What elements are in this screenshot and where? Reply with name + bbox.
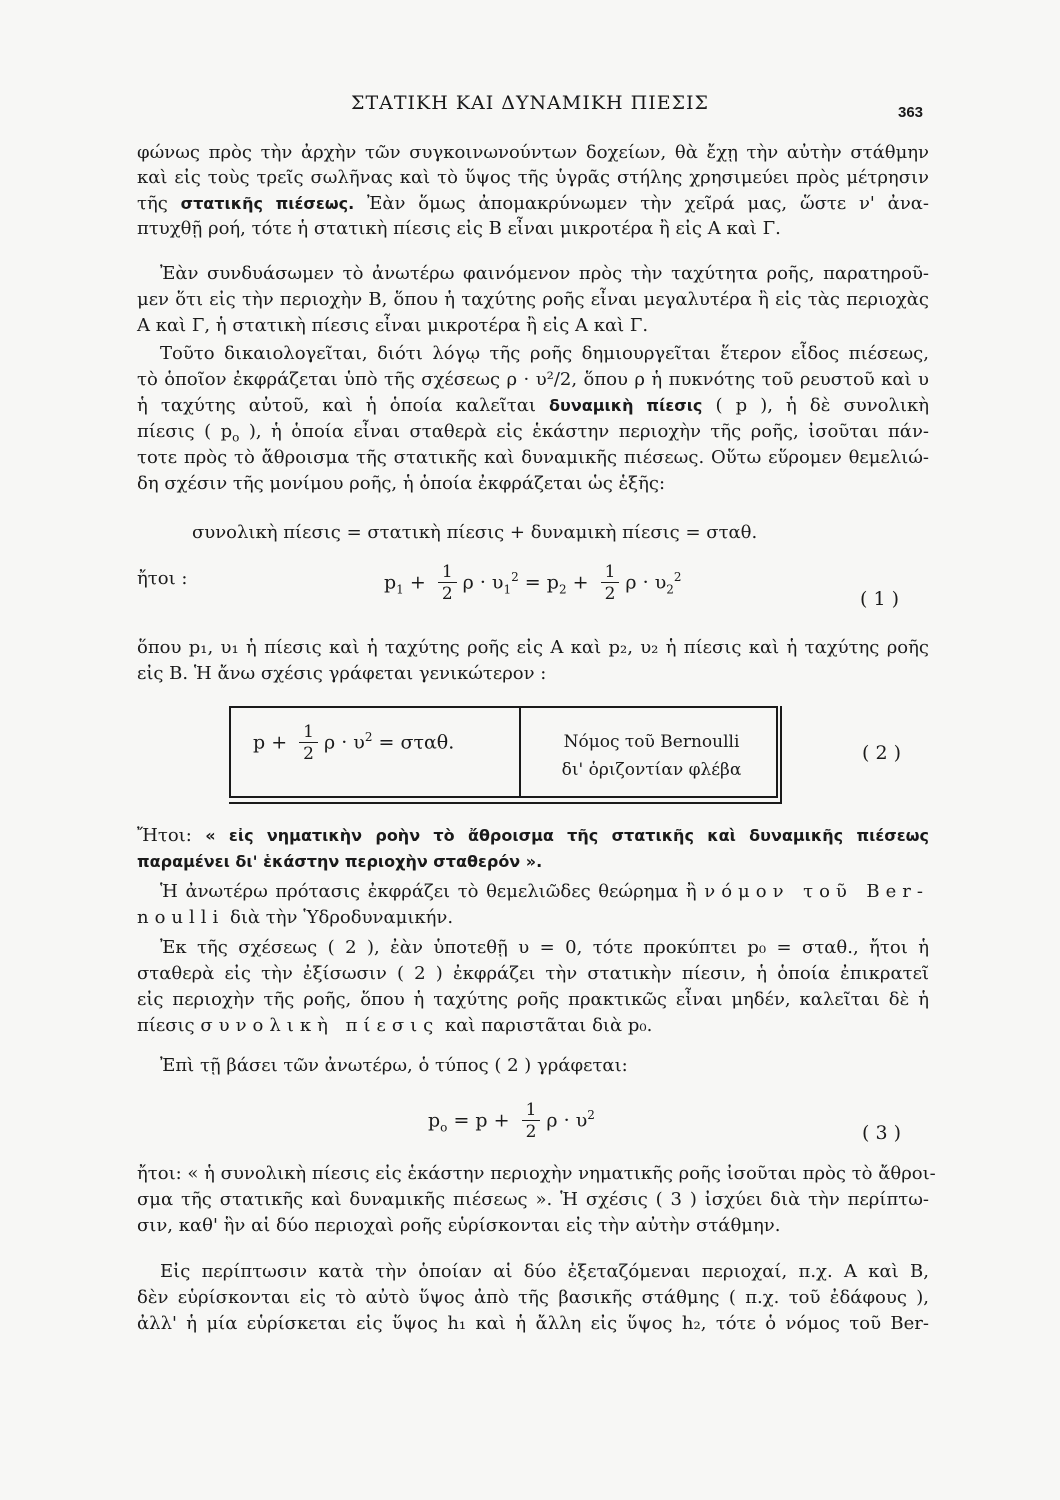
eq2-p: p: [253, 731, 266, 754]
eq1-lead: ἤτοι :: [137, 568, 188, 589]
p3-line2: τὸ ὁποῖον ἐκφράζεται ὑπὸ τῆς σχέσεως ρ · υ²/2, ὅπου ρ ἡ πυκνότης τοῦ ρευστοῦ καὶ υ: [137, 369, 929, 390]
eq2-fraction: [299, 722, 318, 765]
p1-line1: φώνως πρὸς τὴν ἀρχὴν τῶν συγκοινωνούντων δοχείων, θὰ ἔχῃ τὴν αὐτὴν στάθμην: [137, 142, 929, 163]
p7-line1: Ἐκ τῆς σχέσεως ( 2 ), ἐὰν ὑποτεθῇ υ = 0, τότε προκύπτει p₀ = σταθ., ἤτοι ἡ: [160, 937, 929, 958]
eq1-p1: p: [384, 571, 397, 594]
eq1-sub1: 1: [396, 582, 404, 597]
eq3-p0: p: [428, 1109, 441, 1132]
eq3-rho-u: ρ · υ: [546, 1109, 588, 1132]
p3-line3-c: ( p ), ἡ δὲ συνολικὴ: [702, 395, 929, 416]
eq1-fraction-b: [601, 562, 620, 605]
box-divider: [519, 708, 521, 796]
p7-line4-b: συνολικὴ πίεσις: [200, 1015, 440, 1036]
p5-line1-b: « εἰς νηματικὴν ροὴν τὸ ἄθροισμα τῆς στατικῆς καὶ δυναμικῆς πιέσεως: [205, 826, 929, 845]
eq1-frac-a-num: 1: [438, 562, 457, 583]
eq1-u1-sub: 1: [503, 582, 512, 597]
p6-line2-a: noulli: [137, 907, 225, 928]
eq1-number: ( 1 ): [860, 588, 899, 610]
eq1-u2-sub: 2: [666, 582, 674, 597]
p10-line2: δὲν εὑρίσκονται εἰς τὸ αὐτὸ ὕψος ἀπὸ τῆς βασικῆς στάθμης ( π.χ. τοῦ ἐδάφους ),: [137, 1287, 929, 1308]
eq2-law-line2: δι' ὁριζοντίαν φλέβα: [561, 760, 742, 780]
equation-3: [428, 1100, 595, 1143]
p2-line2: μεν ὅτι εἰς τὴν περιοχὴν Β, ὅπου ἡ ταχύτης ροῆς εἶναι μεγαλυτέρα ἢ εἰς τὰς περιοχὰς: [137, 289, 929, 310]
eq3-number: ( 3 ): [862, 1122, 901, 1144]
p8-line1: Ἐπὶ τῇ βάσει τῶν ἀνωτέρω, ὁ τύπος ( 2 ) γράφεται:: [160, 1055, 628, 1076]
p7-line4-c: καὶ παριστᾶται διὰ p₀.: [439, 1015, 653, 1036]
eq2-number: ( 2 ): [862, 742, 901, 764]
p10-line1: Εἰς περίπτωσιν κατὰ τὴν ὁποίαν αἱ δύο ἐξεταζόμεναι περιοχαί, π.χ. Α καὶ Β,: [160, 1261, 929, 1282]
eq3-eqp: = p +: [447, 1109, 516, 1132]
eq1-rho-u1: ρ · υ: [462, 571, 504, 594]
eq1-plus: +: [403, 571, 432, 594]
p4-line1: ὅπου p₁, υ₁ ἡ πίεσις καὶ ἡ ταχύτης ροῆς εἰς Α καὶ p₂, υ₂ ἡ πίεσις καὶ ἡ ταχύτης ροῆς: [137, 637, 929, 658]
p1-line2: καὶ εἰς τοὺς τρεῖς σωλῆνας καὶ τὸ ὕψος τῆς ὑγρᾶς στήλης χρησιμεύει πρὸς μέτρησιν: [137, 167, 929, 188]
eq2-sup: 2: [364, 730, 373, 745]
eq2-rest: = σταθ.: [372, 731, 455, 754]
term-static-pressure: στατικῆς πιέσεως.: [180, 194, 355, 213]
p2-line1: Ἐὰν συνδυάσωμεν τὸ ἀνωτέρω φαινόμενον πρὸς τὴν ταχύτητα ροῆς, παρατηροῦ-: [160, 263, 929, 284]
eq1-frac-b-num: 1: [601, 562, 620, 583]
p3-line4-b: ), ἡ ὁποία εἶναι σταθερὰ εἰς ἑκάστην περιοχὴν τῆς ροῆς, ἰσοῦται πάν-: [239, 421, 929, 442]
eq2-rho-u: ρ · υ: [324, 731, 365, 754]
eq2-plus: +: [265, 731, 294, 754]
p1-line3-c: Ἐὰν ὅμως ἀπομακρύνωμεν τὴν χεῖρά μας, ὥστε ν' ἀνα-: [354, 193, 929, 214]
p2-line3: Α καὶ Γ, ἡ στατικὴ πίεσις εἶναι μικροτέρα ἢ εἰς Α καὶ Γ.: [137, 315, 649, 336]
p7-line3: εἰς περιοχὴν τῆς ροῆς, ὅπου ἡ ταχύτης ροῆς πρακτικῶς εἶναι μηδέν, καλεῖται δὲ ἡ: [137, 989, 929, 1010]
eq2-frac-den: 2: [303, 744, 314, 764]
eq1-u1-sup: 2: [511, 570, 519, 585]
p5-line2: παραμένει δι' ἑκάστην περιοχὴν σταθερόν ».: [137, 852, 543, 871]
eq3-fraction: [522, 1100, 541, 1143]
eq1-plus2: +: [566, 571, 595, 594]
p6-line2-b: διὰ τὴν Ὑδροδυναμικήν.: [224, 907, 454, 928]
eq3-frac-num: 1: [522, 1100, 541, 1121]
p1-line3: [137, 192, 929, 216]
running-title: ΣΤΑΤΙΚΗ ΚΑΙ ΔΥΝΑΜΙΚΗ ΠΙΕΣΙΣ: [351, 92, 709, 114]
p5-line1-a: Ἤτοι:: [137, 825, 206, 846]
p7-line4: [137, 1014, 929, 1038]
p5-line1: [137, 824, 929, 848]
p4-line2: εἰς Β. Ἡ ἄνω σχέσις γράφεται γενικώτερον :: [137, 663, 547, 684]
eq2-law-label: [527, 728, 776, 784]
p1-line4: πτυχθῇ ροή, τότε ἡ στατικὴ πίεσις εἰς Β εἶναι μικροτέρα ἢ εἰς Α καὶ Γ.: [137, 218, 781, 239]
eq3-sub0: o: [440, 1120, 448, 1135]
p3-line4-a: πίεσις ( p: [137, 421, 233, 442]
p3-line5: τοτε πρὸς τὸ ἄθροισμα τῆς στατικῆς καὶ δυναμικῆς πιέσεως. Οὕτω εὕρομεν θεμελιώ-: [137, 447, 929, 468]
p3-line6: δη σχέσιν τῆς μονίμου ροῆς, ἡ ὁποία ἐκφράζεται ὡς ἑξῆς:: [137, 473, 666, 494]
eq3-frac-den: 2: [525, 1122, 537, 1142]
p9-line3: σιν, καθ' ἣν αἱ δύο περιοχαὶ ροῆς εὑρίσκονται εἰς τὴν αὐτὴν στάθμην.: [137, 1215, 781, 1236]
eq1-eq-p2: = p: [518, 571, 559, 594]
eq2-formula: [253, 722, 454, 765]
eq1-frac-b-den: 2: [604, 584, 616, 604]
p6-line1-b: νόμον τοῦ Ber-: [704, 881, 929, 902]
word-equation: συνολικὴ πίεσις = στατικὴ πίεσις + δυναμικὴ πίεσις = σταθ.: [192, 522, 758, 543]
p7-line4-a: πίεσις: [137, 1015, 201, 1036]
term-dynamic-pressure: δυναμικὴ πίεσις: [549, 396, 703, 415]
eq1-rho-u2: ρ · υ: [625, 571, 667, 594]
eq2-frac-num: 1: [299, 722, 318, 743]
eq1-sub2: 2: [558, 582, 567, 597]
p3-line4-sub: o: [232, 430, 240, 445]
equation-1: [384, 562, 682, 605]
eq1-fraction-a: [438, 562, 457, 605]
p6-line2: [137, 906, 929, 930]
p1-line3-a: τῆς: [137, 193, 181, 214]
p3-line3: [137, 394, 929, 418]
eq1-u2-sup: 2: [673, 570, 682, 585]
p3-line3-a: ἡ ταχύτης αὐτοῦ, καὶ ἡ ὁποία καλεῖται: [137, 395, 550, 416]
eq2-law-line1: Νόμος τοῦ Bernoulli: [563, 732, 740, 752]
p9-line1: ἤτοι: « ἡ συνολικὴ πίεσις εἰς ἑκάστην περιοχὴν νηματικῆς ροῆς ἰσοῦται πρὸς τὸ ἄθροι-: [137, 1163, 936, 1184]
p6-line1-a: Ἡ ἀνωτέρω πρότασις ἐκφράζει τὸ θεμελιῶδες θεώρημα ἢ: [160, 881, 705, 902]
p9-line2: σμα τῆς στατικῆς καὶ δυναμικῆς πιέσεως ». Ἡ σχέσις ( 3 ) ἰσχύει διὰ τὴν περίπτω-: [137, 1189, 929, 1210]
page-number: 363: [898, 104, 924, 121]
p6-line1: [160, 880, 929, 904]
p7-line2: σταθερὰ εἰς τὴν ἐξίσωσιν ( 2 ) ἐκφράζει τὴν στατικὴν πίεσιν, ἡ ὁποία ἐπικρατεῖ: [137, 963, 929, 984]
p3-line1: Τοῦτο δικαιολογεῖται, διότι λόγῳ τῆς ροῆς δημιουργεῖται ἕτερον εἶδος πιέσεως,: [160, 343, 929, 364]
bernoulli-box: [229, 706, 778, 798]
eq3-sup: 2: [587, 1108, 595, 1123]
p10-line3: ἀλλ' ἡ μία εὑρίσκεται εἰς ὕψος h₁ καὶ ἡ ἄλλη εἰς ὕψος h₂, τότε ὁ νόμος τοῦ Ber-: [137, 1313, 929, 1334]
eq1-frac-a-den: 2: [441, 584, 453, 604]
